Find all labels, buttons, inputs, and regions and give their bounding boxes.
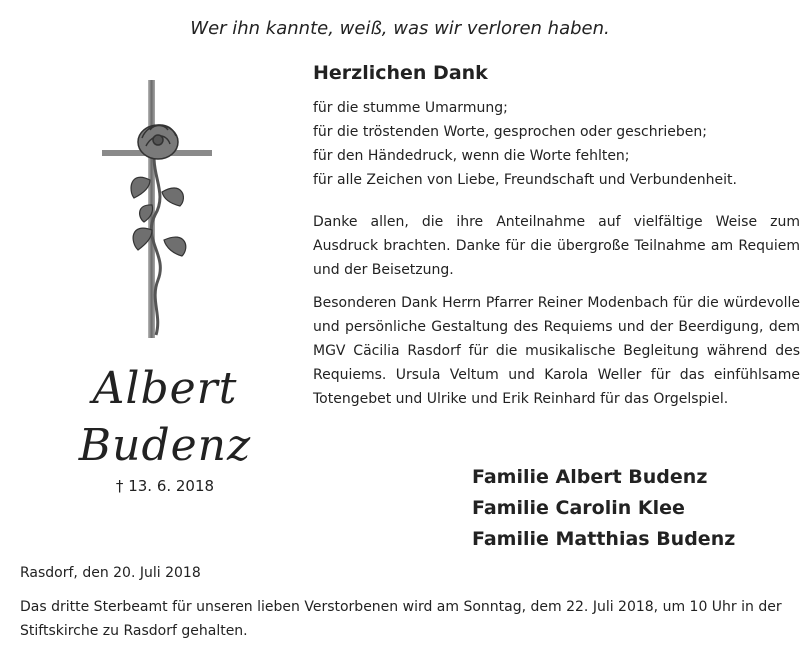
thanks-line: für alle Zeichen von Liebe, Freundschaft und Verbundenheit. [313,172,737,188]
deceased-first-name: Albert [92,363,238,414]
death-date: † 13. 6. 2018 [115,477,215,495]
service-notice: Das dritte Sterbeamt für unseren lieben Verstorbenen wird am Sonntag, dem 22. Juli 2018, um 10 Uhr in der Stiftskirche zu Rasdorf gehalten. [20,599,782,639]
family-name: Familie Matthias Budenz [472,528,736,550]
family-signatures [472,462,735,555]
place-date: Rasdorf, den 20. Juli 2018 [20,565,201,581]
thanks-heading: Herzlichen Dank [313,62,488,84]
thanks-line: für den Händedruck, wenn die Worte fehlten; [313,148,630,164]
cross-with-rose-icon [100,80,220,340]
thanks-lines [313,96,793,192]
thanks-line: für die stumme Umarmung; [313,100,508,116]
thanks-paragraph-2: Besonderen Dank Herrn Pfarrer Reiner Modenbach für die würdevolle und persönliche Gestaltung des Requiems und der Beerdigung, dem MGV Cäcilia Rasdorf für die musikalische Begleitung während des Requiems. Ursula Veltum und Karola Weller für das einfühlsame Totengebet und Ulrike und Erik Reinhard für das Orgelspiel. [313,295,800,407]
family-name: Familie Carolin Klee [472,497,685,519]
motto: Wer ihn kannte, weiß, was wir verloren haben. [190,18,610,39]
deceased-last-name: Budenz [78,420,252,471]
thanks-line: für die tröstenden Worte, gesprochen oder geschrieben; [313,124,707,140]
family-name: Familie Albert Budenz [472,466,708,488]
thanks-paragraph-1: Danke allen, die ihre Anteilnahme auf vielfältige Weise zum Ausdruck brachten. Danke für die übergroße Teilnahme am Requiem und der Beisetzung. [313,214,800,278]
